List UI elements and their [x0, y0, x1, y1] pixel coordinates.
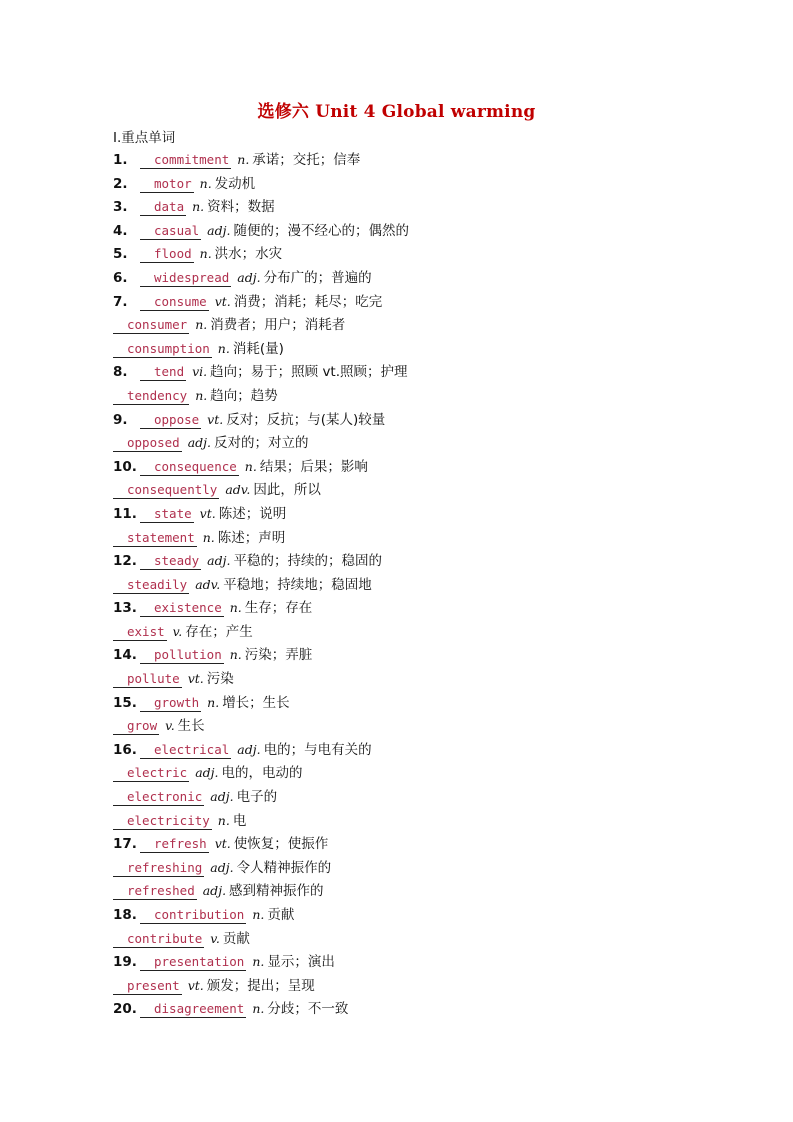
vocab-row: [113, 927, 753, 951]
part-of-speech: n.: [195, 317, 208, 333]
meaning-text: 反对；反抗；与(某人)较量: [226, 411, 386, 428]
answer-word: commitment: [140, 152, 231, 169]
meaning-text: 承诺；交托；信奉: [252, 152, 361, 168]
part-of-speech: n.: [195, 387, 208, 403]
meaning-text: 因此，所以: [253, 482, 321, 499]
answer-word: consume: [140, 294, 209, 311]
answer-word: consumption: [113, 341, 212, 358]
item-number: 11.: [113, 505, 137, 522]
meaning-text: 陈述；声明: [217, 529, 286, 546]
vocab-row: [113, 526, 753, 550]
vocab-row: [113, 290, 753, 314]
meaning-text: 显示；演出: [267, 954, 335, 971]
vocab-row: [113, 974, 753, 998]
answer-word: presentation: [140, 954, 246, 971]
part-of-speech: v.: [165, 718, 175, 734]
meaning-text: 贡献: [267, 907, 295, 923]
answer-word: refresh: [140, 836, 209, 853]
part-of-speech: n.: [252, 954, 265, 970]
answer-word: existence: [140, 600, 224, 617]
meaning-text: 分布广的；普遍的: [263, 269, 372, 286]
vocab-row: [113, 478, 753, 502]
part-of-speech: adv.: [195, 576, 221, 592]
item-number: 14.: [113, 647, 137, 664]
answer-word: steady: [140, 553, 201, 570]
meaning-text: 生长: [177, 718, 205, 735]
answer-word: grow: [113, 718, 159, 735]
vocab-row: [113, 360, 753, 384]
meaning-text: 洪水；水灾: [214, 246, 283, 263]
answer-word: state: [140, 506, 194, 523]
answer-word: data: [140, 199, 186, 216]
item-number: 20.: [113, 1001, 137, 1018]
vocab-row: [113, 950, 753, 974]
meaning-text: 陈述；说明: [218, 505, 287, 522]
vocab-row: [113, 242, 753, 266]
section-heading: Ⅰ.重点单词: [113, 130, 176, 146]
vocab-row: [113, 408, 753, 432]
part-of-speech: vt.: [207, 411, 224, 427]
vocab-row: [113, 643, 753, 667]
answer-word: flood: [140, 246, 194, 263]
meaning-text: 趋向；易于；照顾 vt.照顾；护理: [210, 364, 408, 381]
part-of-speech: n.: [202, 529, 215, 545]
part-of-speech: adj.: [195, 765, 219, 781]
meaning-text: 电子的: [236, 789, 278, 806]
vocab-row: [113, 384, 753, 408]
meaning-text: 颁发；提出；呈现: [206, 977, 315, 994]
answer-word: casual: [140, 223, 201, 240]
vocab-row: [113, 832, 753, 856]
vocab-row: [113, 195, 753, 219]
vocab-row: [113, 714, 753, 738]
part-of-speech: adj.: [210, 859, 234, 875]
part-of-speech: n.: [192, 199, 205, 215]
part-of-speech: v.: [172, 623, 183, 639]
part-of-speech: adj.: [207, 553, 231, 569]
answer-word: pollution: [140, 647, 224, 664]
part-of-speech: n.: [217, 340, 230, 356]
answer-word: growth: [140, 695, 201, 712]
answer-word: consequence: [140, 459, 239, 476]
meaning-text: 平稳的；持续的；稳固的: [233, 553, 382, 570]
answer-word: oppose: [140, 412, 201, 429]
item-number: 3.: [113, 199, 128, 216]
part-of-speech: vi.: [192, 364, 208, 380]
meaning-text: 随便的；漫不经心的；偶然的: [233, 222, 409, 239]
answer-word: exist: [113, 624, 167, 641]
item-number: 16.: [113, 741, 137, 758]
vocab-row: [113, 455, 753, 479]
meaning-text: 电的；与电有关的: [263, 741, 372, 758]
item-number: 4.: [113, 222, 128, 239]
answer-word: electricity: [113, 813, 212, 830]
part-of-speech: vt.: [214, 293, 231, 309]
item-number: 2.: [113, 175, 128, 192]
part-of-speech: n.: [252, 907, 265, 922]
item-number: 8.: [113, 364, 128, 381]
part-of-speech: v.: [210, 930, 220, 946]
meaning-text: 存在；产生: [185, 623, 253, 640]
part-of-speech: n.: [199, 246, 212, 262]
part-of-speech: adj.: [237, 269, 261, 285]
vocab-row: [113, 997, 753, 1021]
vocab-row: [113, 549, 753, 573]
meaning-text: 贡献: [222, 930, 250, 947]
part-of-speech: vt.: [214, 836, 231, 852]
vocab-row: [113, 337, 753, 361]
part-of-speech: adj.: [202, 883, 227, 899]
item-number: 6.: [113, 269, 128, 286]
meaning-text: 污染；弄脏: [244, 647, 313, 664]
meaning-text: 平稳地；持续地；稳固地: [223, 576, 372, 593]
vocab-row: [113, 738, 753, 762]
meaning-text: 分歧；不一致: [267, 1001, 349, 1018]
meaning-text: 趋向；趋势: [210, 387, 278, 404]
item-number: 18.: [113, 907, 137, 923]
part-of-speech: vt.: [187, 977, 204, 993]
meaning-text: 电的，电动的: [221, 765, 303, 782]
answer-word: contribute: [113, 931, 204, 948]
part-of-speech: n.: [252, 1001, 265, 1017]
meaning-text: 消耗(量): [232, 340, 284, 357]
vocab-row: [113, 573, 753, 597]
vocab-row: [113, 219, 753, 243]
vocab-row: [113, 903, 753, 927]
answer-word: tend: [140, 364, 186, 381]
item-number: 10.: [113, 458, 137, 475]
answer-word: opposed: [113, 435, 182, 452]
item-number: 1.: [113, 152, 128, 168]
answer-word: pollute: [113, 671, 182, 688]
meaning-text: 使恢复；使振作: [233, 836, 329, 853]
meaning-text: 令人精神振作的: [236, 859, 332, 876]
meaning-text: 结果；后果；影响: [259, 458, 368, 475]
part-of-speech: adj.: [210, 789, 234, 805]
vocab-row: [113, 691, 753, 715]
answer-word: consumer: [113, 317, 189, 334]
meaning-text: 发动机: [214, 175, 256, 192]
item-number: 5.: [113, 246, 128, 263]
answer-word: contribution: [140, 907, 246, 924]
answer-word: statement: [113, 530, 197, 547]
part-of-speech: n.: [229, 600, 242, 616]
answer-word: present: [113, 978, 182, 995]
answer-word: electrical: [140, 742, 231, 759]
vocab-row: [113, 785, 753, 809]
vocab-row: [113, 856, 753, 880]
part-of-speech: n.: [237, 152, 250, 167]
meaning-text: 污染: [206, 671, 234, 688]
vocab-row: [113, 502, 753, 526]
answer-word: electronic: [113, 789, 204, 806]
vocab-row: [113, 172, 753, 196]
part-of-speech: vt.: [187, 671, 204, 687]
meaning-text: 反对的；对立的: [214, 435, 309, 452]
meaning-text: 感到精神振作的: [229, 883, 324, 900]
part-of-speech: vt.: [199, 505, 216, 521]
part-of-speech: adj.: [187, 435, 211, 451]
meaning-text: 增长；生长: [222, 694, 290, 711]
part-of-speech: adj.: [207, 222, 231, 238]
answer-word: consequently: [113, 482, 219, 499]
answer-word: electric: [113, 765, 189, 782]
answer-word: steadily: [113, 577, 189, 594]
part-of-speech: n.: [229, 647, 242, 663]
vocab-row: [113, 596, 753, 620]
item-number: 13.: [113, 600, 137, 617]
answer-word: disagreement: [140, 1001, 246, 1018]
meaning-text: 消费者；用户；消耗者: [210, 317, 346, 334]
part-of-speech: n.: [217, 812, 230, 828]
vocab-row: [113, 148, 753, 172]
page-title: 选修六 Unit 4 Global warming: [257, 102, 536, 122]
part-of-speech: n.: [207, 694, 220, 710]
answer-word: refreshed: [113, 883, 197, 900]
vocab-row: [113, 266, 753, 290]
item-number: 15.: [113, 694, 137, 711]
answer-word: tendency: [113, 388, 189, 405]
part-of-speech: n.: [199, 175, 212, 191]
vocab-row: [113, 761, 753, 785]
meaning-text: 电: [232, 812, 247, 829]
item-number: 7.: [113, 293, 128, 310]
answer-word: refreshing: [113, 860, 204, 877]
vocab-row: [113, 313, 753, 337]
item-number: 19.: [113, 954, 137, 971]
meaning-text: 消费；消耗；耗尽；吃完: [233, 293, 383, 310]
item-number: 17.: [113, 836, 137, 853]
item-number: 12.: [113, 553, 137, 570]
part-of-speech: n.: [244, 458, 257, 474]
answer-word: motor: [140, 176, 194, 193]
meaning-text: 资料；数据: [207, 199, 275, 216]
vocab-row: [113, 620, 753, 644]
part-of-speech: adj.: [237, 741, 261, 757]
vocabulary-list: [113, 148, 753, 1021]
vocab-row: [113, 809, 753, 833]
answer-word: widespread: [140, 270, 231, 287]
item-number: 9.: [113, 411, 128, 428]
vocab-row: [113, 879, 753, 903]
vocab-row: [113, 431, 753, 455]
vocab-row: [113, 667, 753, 691]
meaning-text: 生存；存在: [244, 600, 313, 617]
part-of-speech: adv.: [225, 482, 251, 498]
